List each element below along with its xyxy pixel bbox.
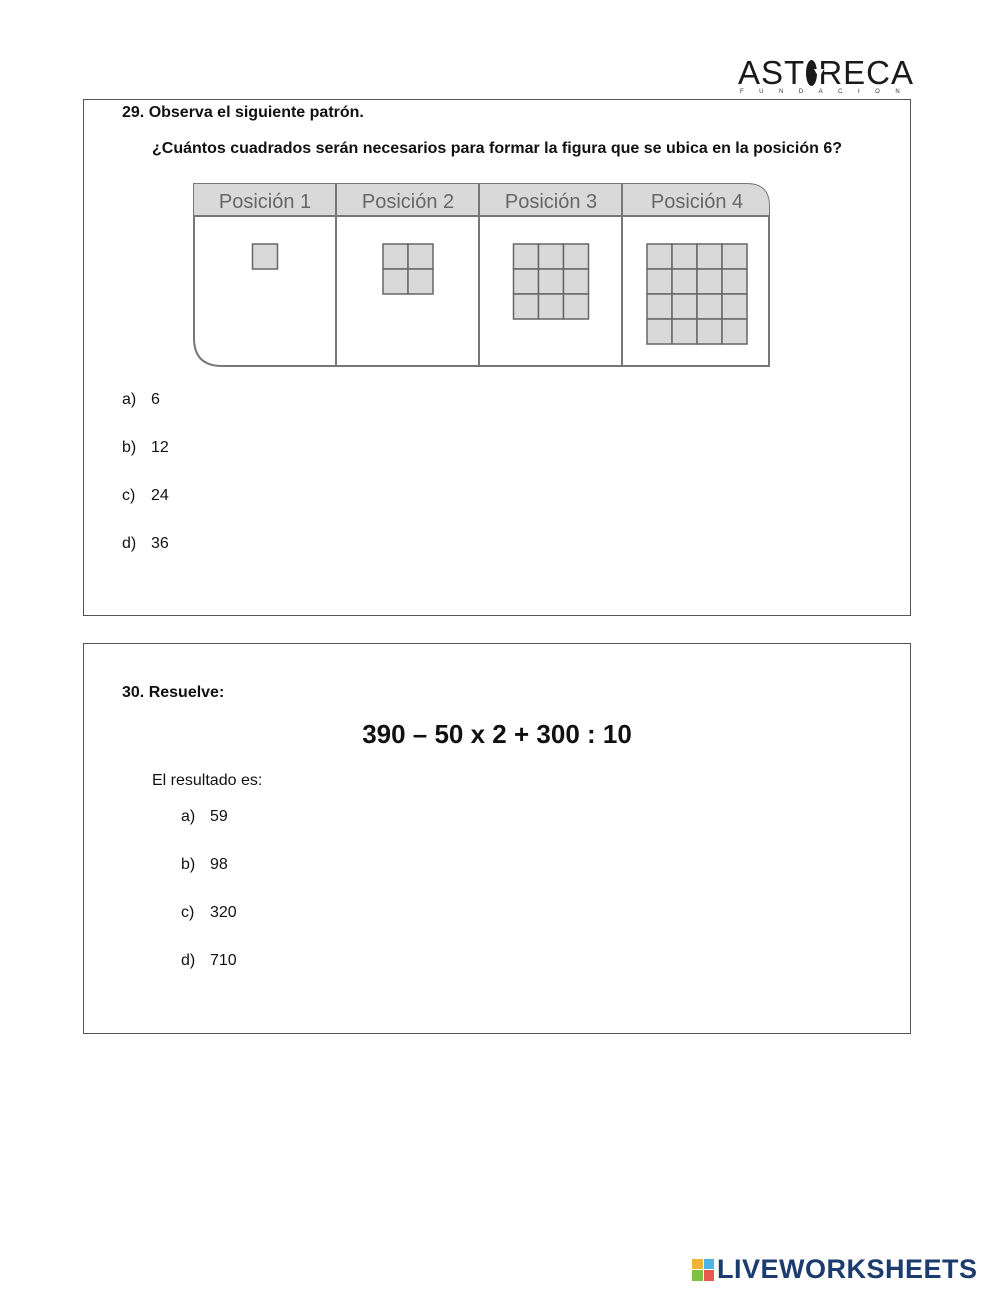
- liveworksheets-icon-tile: [692, 1270, 703, 1281]
- pattern-table: [192, 182, 772, 372]
- liveworksheets-icon-tile: [692, 1259, 703, 1270]
- pattern-square: [722, 294, 747, 319]
- pattern-square: [539, 294, 564, 319]
- pattern-grid-position-2: [383, 244, 433, 294]
- pattern-square: [539, 244, 564, 269]
- liveworksheets-icon: [692, 1259, 714, 1281]
- pattern-square: [514, 244, 539, 269]
- liveworksheets-logo: [692, 1254, 978, 1285]
- pattern-square: [539, 269, 564, 294]
- pattern-square: [697, 244, 722, 269]
- q30-option-a[interactable]: a) 59: [181, 808, 228, 825]
- pattern-square: [722, 269, 747, 294]
- q29-option-a[interactable]: a) 6: [122, 391, 160, 408]
- pattern-square: [647, 244, 672, 269]
- logo-subtitle: FUNDACION: [740, 89, 916, 95]
- pattern-square: [408, 269, 433, 294]
- pattern-square: [564, 294, 589, 319]
- question-30-box: [83, 643, 911, 1034]
- q29-option-c[interactable]: c) 24: [122, 487, 169, 504]
- liveworksheets-icon-tile: [704, 1270, 715, 1281]
- question-30-title: 30. Resuelve:: [122, 684, 225, 701]
- liveworksheets-icon-tile: [704, 1259, 715, 1270]
- pattern-square: [697, 294, 722, 319]
- pattern-grid-position-4: [647, 244, 747, 344]
- logo-text-right: RECA: [818, 54, 914, 91]
- math-expression: 390 – 50 x 2 + 300 : 10: [362, 719, 632, 749]
- pattern-grid-position-1: [253, 244, 278, 269]
- pattern-square: [722, 244, 747, 269]
- pattern-square: [253, 244, 278, 269]
- logo-heart-icon: [806, 60, 817, 86]
- pattern-square: [564, 244, 589, 269]
- pattern-square: [514, 269, 539, 294]
- pattern-square: [697, 269, 722, 294]
- pattern-header-3: Posición 3: [504, 191, 598, 213]
- pattern-square: [514, 294, 539, 319]
- result-label: El resultado es:: [152, 772, 263, 789]
- pattern-square: [408, 244, 433, 269]
- pattern-header-4: Posición 4: [650, 191, 744, 213]
- q29-option-d[interactable]: d) 36: [122, 535, 169, 552]
- pattern-square: [672, 269, 697, 294]
- q29-option-b[interactable]: b) 12: [122, 439, 169, 456]
- pattern-square: [722, 319, 747, 344]
- q30-option-b[interactable]: b) 98: [181, 856, 228, 873]
- pattern-grid-position-3: [514, 244, 589, 319]
- pattern-square: [672, 244, 697, 269]
- pattern-square: [672, 319, 697, 344]
- pattern-square: [647, 294, 672, 319]
- pattern-square: [672, 294, 697, 319]
- pattern-square: [383, 269, 408, 294]
- q30-option-d[interactable]: d) 710: [181, 952, 237, 969]
- pattern-square: [647, 269, 672, 294]
- question-29-box: [83, 99, 911, 616]
- q30-option-c[interactable]: c) 320: [181, 904, 237, 921]
- question-29-title: 29. Observa el siguiente patrón.: [122, 104, 364, 121]
- pattern-header-1: Posición 1: [218, 191, 312, 213]
- pattern-header-2: Posición 2: [361, 191, 455, 213]
- astoreca-logo: [738, 56, 914, 100]
- pattern-square: [697, 319, 722, 344]
- logo-text-left: AST: [738, 54, 806, 91]
- question-29-text: ¿Cuántos cuadrados serán necesarios para formar la figura que se ubica en la posición 6?: [152, 140, 842, 157]
- liveworksheets-text: LIVEWORKSHEETS: [717, 1254, 978, 1284]
- pattern-square: [564, 269, 589, 294]
- pattern-square: [647, 319, 672, 344]
- pattern-square: [383, 244, 408, 269]
